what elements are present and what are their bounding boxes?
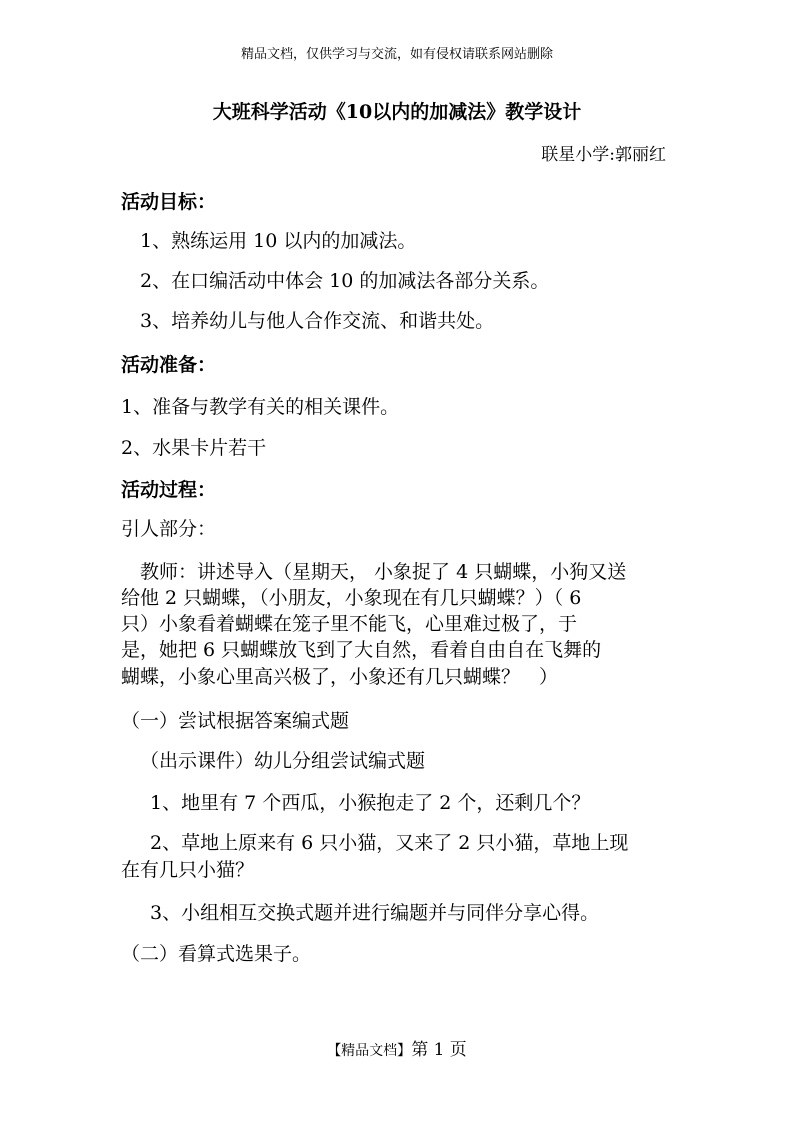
goal-item-2: 2、在口编活动中体会 10 的加减法各部分关系。 [140,270,550,292]
prep-item-1: 1、准备与教学有关的相关课件。 [121,396,400,418]
intro-label: 引人部分： [121,518,217,540]
intro-paragraph-line-1: 教师：讲述导入（星期天， 小象捉了 4 只蝴蝶，小狗又送 [140,561,627,583]
header-note: 精品文档，仅供学习与交流，如有侵权请联系网站删除 [240,47,553,62]
author-line: 联星小学:郭丽红 [541,145,666,165]
goals-heading: 活动目标： [121,191,217,213]
page-footer [0,1042,794,1059]
intro-paragraph-line-3: 只）小象看着蝴蝶在笼子里不能飞，心里难过极了，于 [121,613,578,635]
exercise-item-3: 3、小组相互交换式题并进行编题并与同伴分享心得。 [150,902,600,924]
exercise-item-2-continued: 在有几只小猫？ [121,859,255,881]
process-heading: 活动过程： [121,479,217,501]
page-number: 第 1 页 [411,1040,467,1060]
exercise-item-2: 2、草地上原来有 6 只小猫，又来了 2 只小猫，草地上现 [150,832,629,854]
document-title: 大班科学活动《10以内的加减法》教学设计 [212,101,582,123]
exercise-item-1: 1、地里有 7 个西瓜，小猴抱走了 2 个，还剩几个？ [150,792,591,814]
goal-item-1: 1、熟练运用 10 以内的加减法。 [140,230,417,252]
intro-paragraph-line-4: 是，她把 6 只蝴蝶放飞到了大自然，看着自由自在飞舞的 [121,639,602,661]
prep-item-2: 2、水果卡片若干 [121,437,267,459]
intro-paragraph-line-2: 给他 2 只蝴蝶，（小朋友，小象现在有几只蝴蝶？）（ 6 [121,587,582,609]
prep-heading: 活动准备： [121,354,217,376]
section-1-subtitle: （出示课件）幼儿分组尝试编式题 [140,750,426,772]
intro-paragraph-line-5: 蝴蝶，小象心里高兴极了，小象还有几只蝴蝶？ ） [121,666,559,688]
section-2-title: （二）看算式选果子。 [121,943,312,965]
goal-item-3: 3、培养幼儿与他人合作交流、和谐共处。 [140,310,495,332]
footer-label: 【精品文档】 [327,1043,412,1059]
section-1-title: （一）尝试根据答案编式题 [121,710,350,732]
